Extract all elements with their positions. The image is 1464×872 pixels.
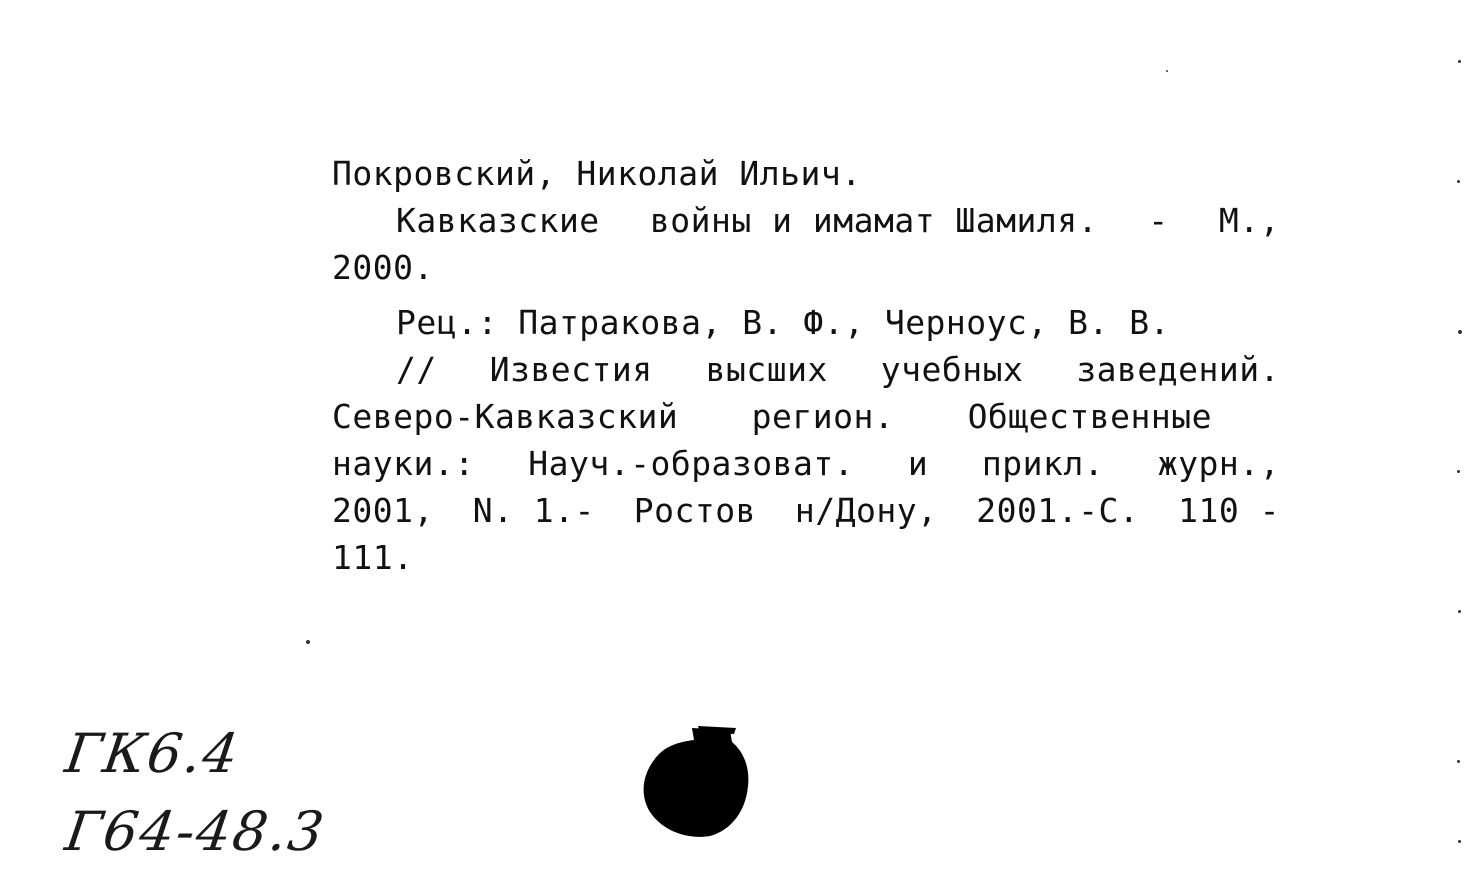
source-word: N. 1.- [472, 491, 595, 530]
source-word: регион. [751, 397, 895, 436]
source-line-3 [332, 440, 1280, 487]
review-line: Рец.: Патракова, В. Ф., Черноус, В. В. [396, 303, 1170, 342]
source-line-2 [332, 393, 1212, 440]
source-word: 2001, [332, 491, 434, 530]
scan-speck [1166, 70, 1168, 72]
title-word: Кавказские [396, 201, 600, 240]
source-word: заведений. [1076, 350, 1280, 389]
source-word: высших [705, 350, 828, 389]
source-word: Ростов [633, 491, 756, 530]
source-word: науки.: [332, 444, 475, 483]
source-word: н/Дону, [794, 491, 938, 530]
title-word: войны и имамат Шамиля. [649, 201, 1099, 240]
title-word: М., [1218, 201, 1280, 240]
source-line-4 [332, 487, 1280, 534]
publication-year: 2000. [332, 248, 434, 287]
scan-edge-noise [1452, 0, 1464, 872]
source-word: // [396, 350, 437, 389]
source-word: 2001.-С. [976, 491, 1140, 530]
title-line [332, 197, 1280, 244]
source-line-1 [332, 346, 1280, 393]
author-heading: Покровский, Николай Ильич. [332, 154, 862, 193]
title-word: - [1148, 201, 1169, 240]
punch-hole-blot-icon [640, 724, 752, 840]
source-word: и [907, 444, 929, 483]
source-word: Известия [489, 350, 653, 389]
source-word: прикл. [981, 444, 1105, 483]
source-word: Науч.-образоват. [528, 444, 855, 483]
page-end: 111. [332, 538, 414, 577]
source-word: 110 - [1178, 491, 1280, 530]
handwritten-shelf-code: ГК6.4 [61, 722, 244, 785]
source-word: Северо-Кавказский [332, 397, 679, 436]
handwritten-class-code: Г64-48.3 [61, 800, 330, 863]
scan-speck [306, 640, 310, 644]
source-word: Общественные [967, 397, 1212, 436]
source-word: журн., [1157, 444, 1280, 483]
bibliographic-entry [332, 150, 1280, 581]
source-word: учебных [880, 350, 1024, 389]
